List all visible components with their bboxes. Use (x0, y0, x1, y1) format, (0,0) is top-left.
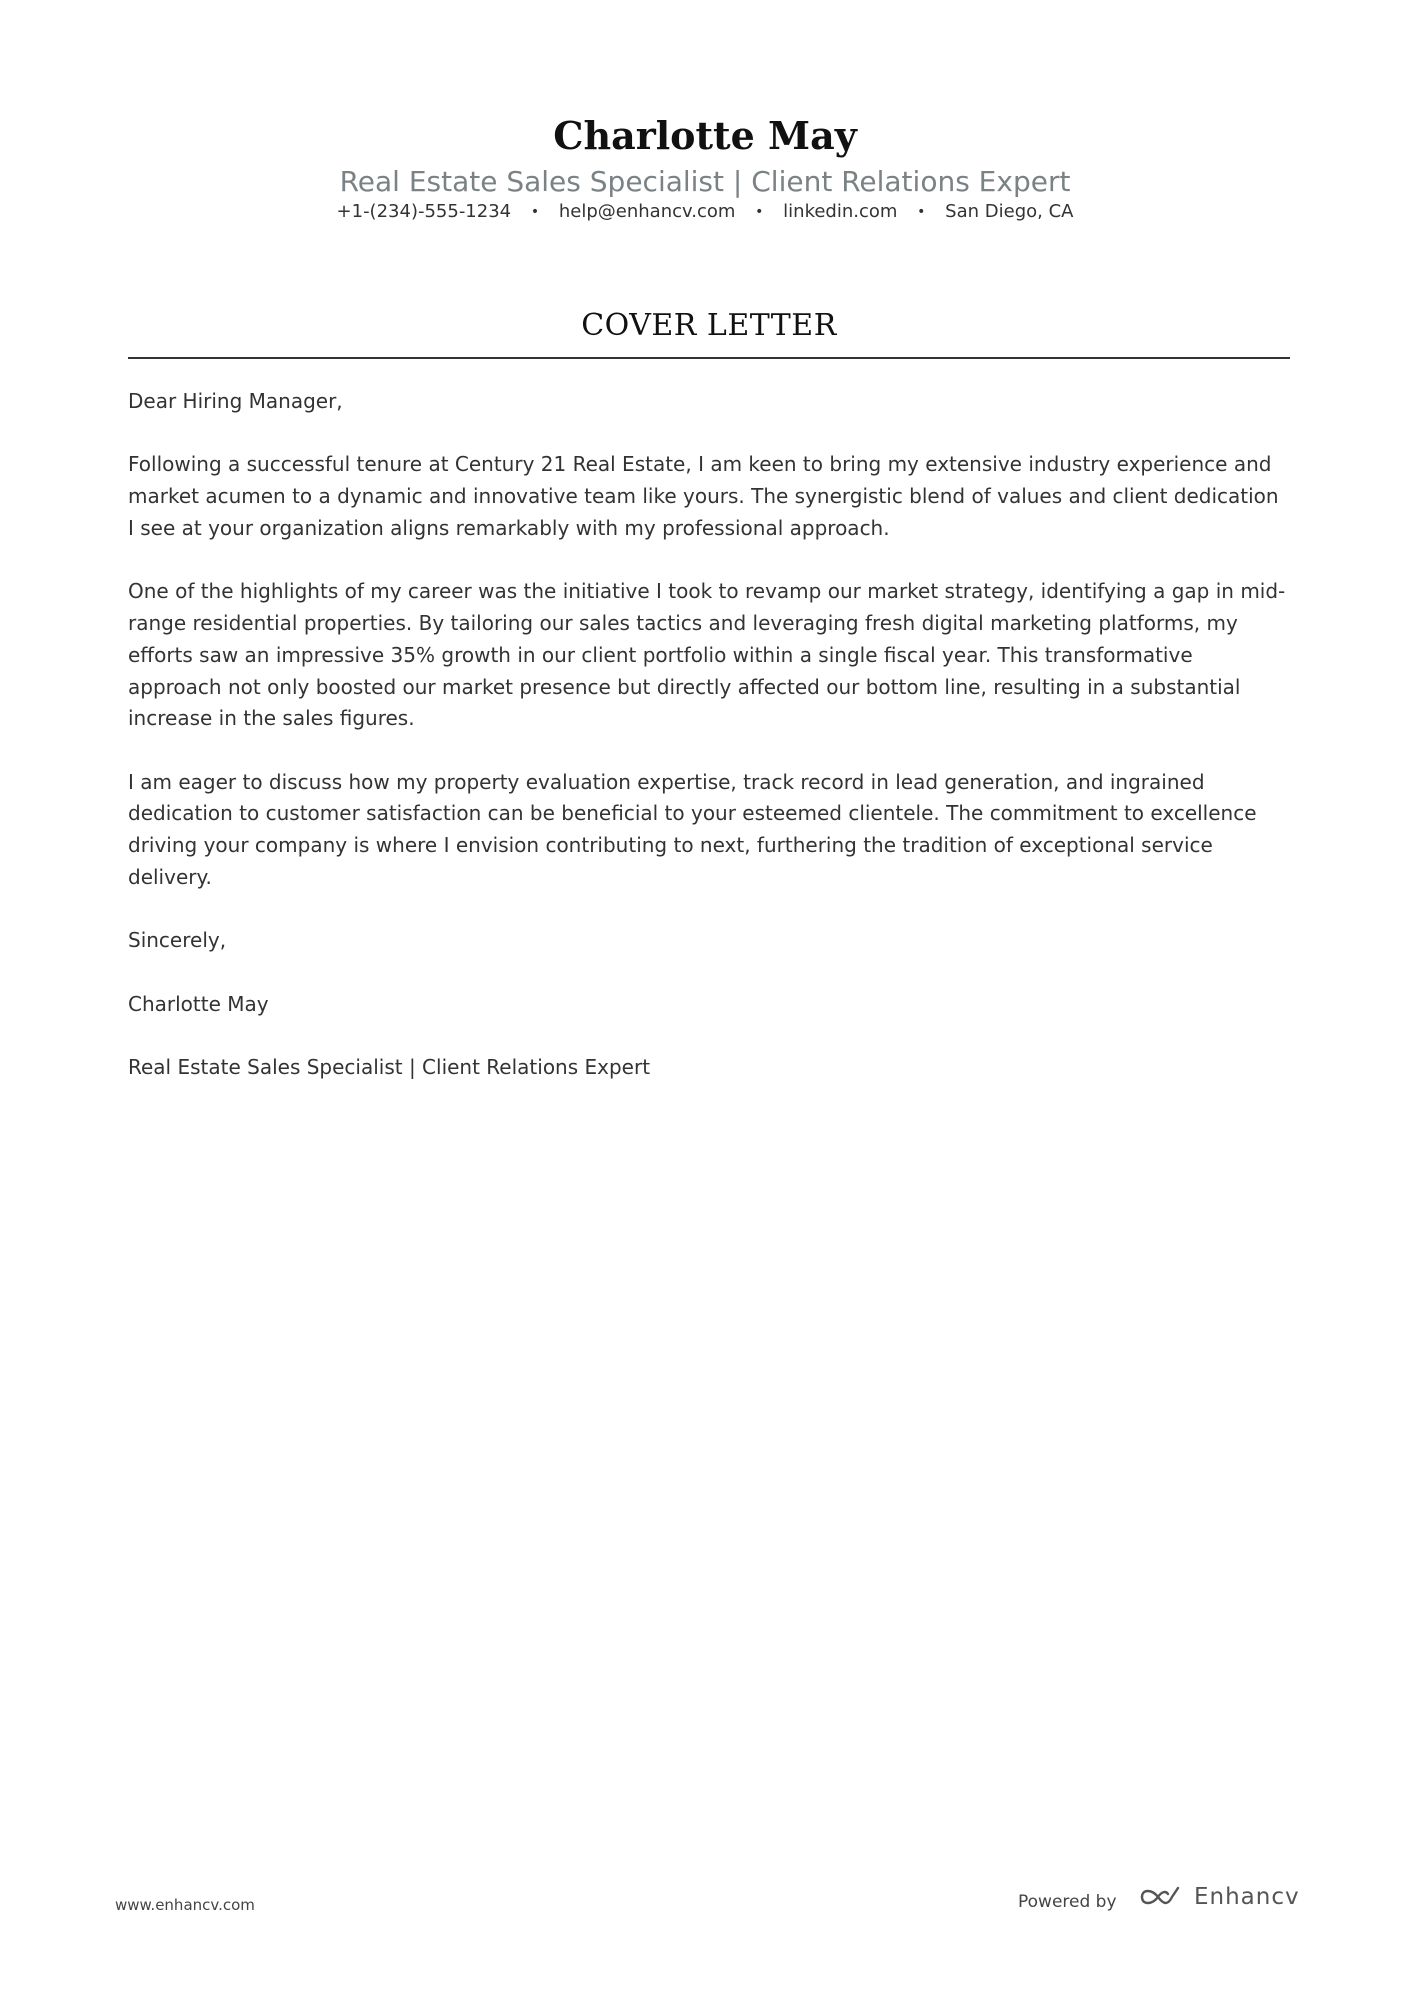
candidate-name: Charlotte May (553, 113, 857, 158)
header (0, 112, 1410, 224)
contact-location: San Diego, CA (945, 201, 1074, 222)
letter-paragraph: I am eager to discuss how my property evaluation expertise, track record in lead generation, and ingrained dedication to customer satisfaction can be beneficial to your esteemed clientele. The commitment to excellence driving your company is where I envision contributing to next, furthering the tradition of exceptional service delivery. (128, 769, 1257, 890)
letter-body (128, 386, 1290, 1115)
contact-separator: • (530, 204, 540, 220)
candidate-headline: Real Estate Sales Specialist | Client Relations Expert (339, 165, 1071, 198)
enhancv-logo-icon (1138, 1885, 1182, 1909)
contact-email: help@enhancv.com (558, 201, 736, 222)
letter-paragraph: One of the highlights of my career was the initiative I took to revamp our market strategy, identifying a gap in mid-range residential properties. By tailoring our sales tactics and leveraging fresh digital marketing platforms, my efforts saw an impressive 35% growth in our client portfolio within a single fiscal year. This transformative approach not only boosted our market presence but directly affected our bottom line, resulting in a substantial increase in the sales figures. (128, 579, 1286, 731)
letter-closing: Sincerely, (128, 928, 227, 953)
signature-name: Charlotte May (128, 991, 269, 1016)
letter-paragraph: Following a successful tenure at Century 21 Real Estate, I am keen to bring my extensive industry experience and market acumen to a dynamic and innovative team like yours. The synergistic blend of values and client dedication I see at your organization aligns remarkably with my professional approach. (128, 452, 1279, 540)
contact-linkedin: linkedin.com (783, 201, 898, 222)
letter-greeting: Dear Hiring Manager, (128, 389, 343, 413)
footer-powered-by: Powered by (1018, 1892, 1117, 1912)
section-divider (128, 357, 1290, 359)
contact-separator: • (917, 204, 926, 220)
signature-title: Real Estate Sales Specialist | Client Relations Expert (128, 1054, 651, 1079)
footer-url: www.enhancv.com (115, 1896, 255, 1914)
contact-phone: +1-(234)-555-1234 (336, 201, 512, 222)
enhancv-wordmark: Enhancv (1194, 1884, 1300, 1910)
enhancv-logo (1138, 1884, 1300, 1910)
contact-separator: • (755, 204, 764, 220)
section-title: COVER LETTER (581, 308, 837, 343)
contact-line (0, 200, 1410, 224)
